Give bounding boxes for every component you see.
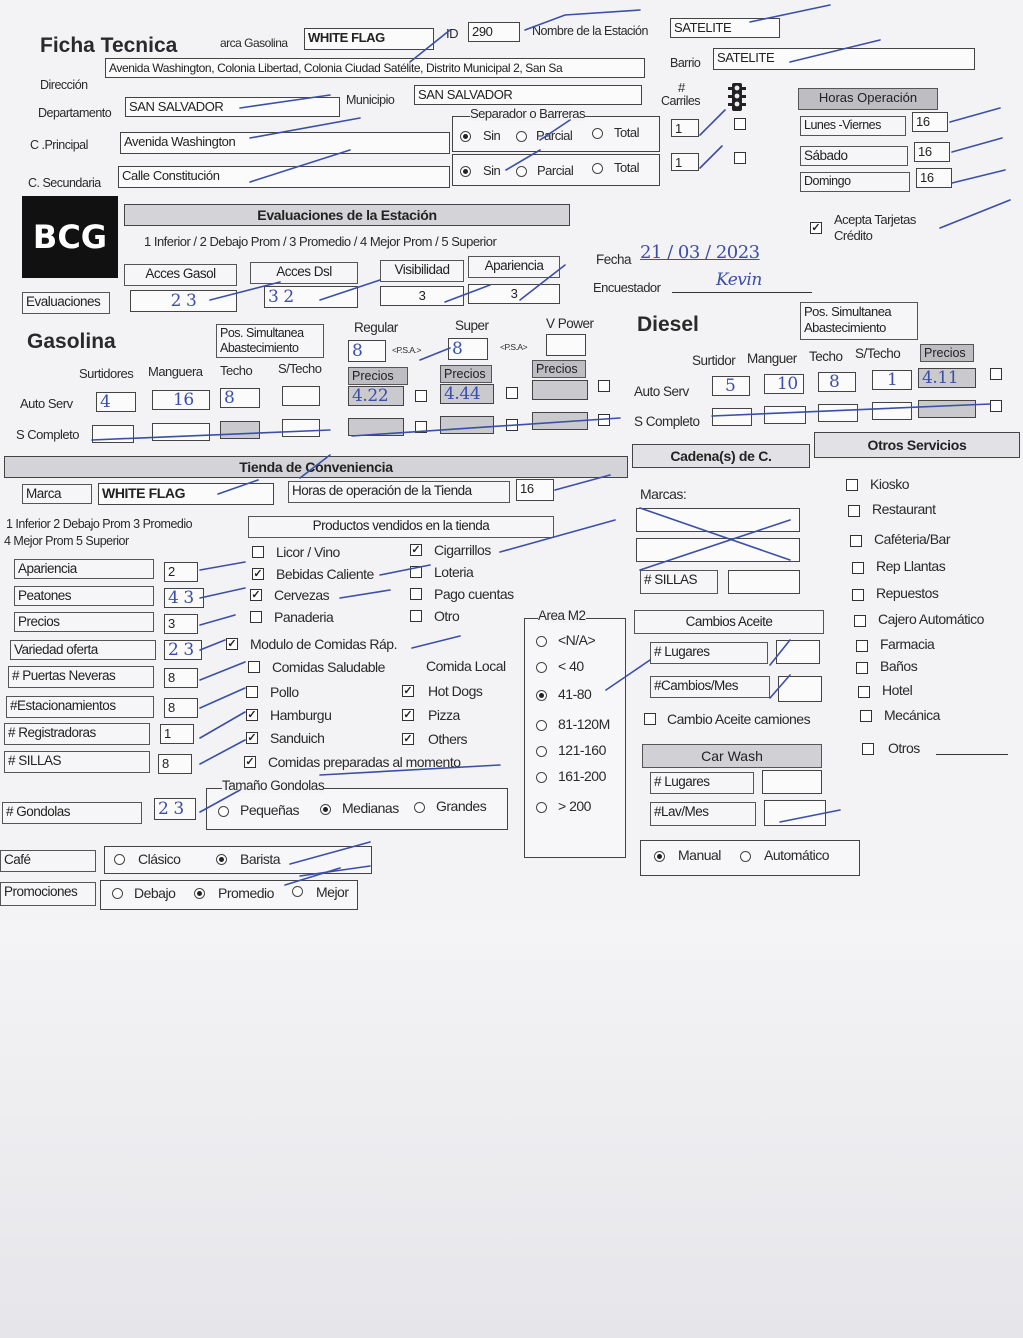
col-stecho: S/Techo xyxy=(278,361,322,376)
cigarrillos-label: Cigarrillos xyxy=(434,542,491,558)
gasolina-pos-box xyxy=(216,324,324,358)
cafeteria-checkbox[interactable] xyxy=(850,535,862,547)
area-gt200-label: > 200 xyxy=(558,798,591,814)
bcg-logo: BCG xyxy=(22,196,118,278)
municipio-label: Municipio xyxy=(346,93,395,107)
traffic-light-icon xyxy=(728,83,746,111)
metric-apariencia-value[interactable]: 2 xyxy=(164,562,198,582)
marca-gasolina-field[interactable]: WHITE FLAG xyxy=(304,28,434,50)
municipio-field[interactable]: SAN SALVADOR xyxy=(414,85,642,105)
cervezas-checkbox[interactable]: ✓ xyxy=(251,589,261,601)
automatico-label: Automático xyxy=(764,847,830,863)
visibilidad-field[interactable]: 3 xyxy=(380,286,464,306)
marca-label: arca Gasolina xyxy=(220,36,288,50)
vpower-field[interactable] xyxy=(546,334,586,356)
cadena-sillas-label: # SILLAS xyxy=(640,570,718,594)
gondolas-value[interactable]: 2 3 xyxy=(154,798,196,820)
diesel-sc-surtidor[interactable] xyxy=(712,408,752,426)
panaderia-checkbox[interactable] xyxy=(250,611,262,623)
lunes-viernes-label: Lunes -Viernes xyxy=(800,116,906,136)
col-techo: Techo xyxy=(220,363,253,378)
comidas-preparadas-checkbox[interactable]: ✓ xyxy=(245,756,255,768)
acces-dsl-label: Acces Dsl xyxy=(250,262,358,284)
gas-auto-manguera[interactable]: 16 xyxy=(152,390,210,410)
promociones-label: Promociones xyxy=(0,882,96,906)
calle-principal-field[interactable]: Avenida Washington xyxy=(120,132,450,154)
metric-peatones-label: Peatones xyxy=(14,586,154,606)
super-label: Super xyxy=(455,318,489,333)
loteria-label: Loteria xyxy=(434,564,474,580)
evaluaciones-title: Evaluaciones de la Estación xyxy=(124,204,570,226)
area-41-80-radio[interactable] xyxy=(536,690,547,701)
metric-variedad-value[interactable]: 2 3 xyxy=(164,640,202,660)
tienda-horas-field[interactable]: 16 xyxy=(516,479,554,501)
metric-variedad-label: Variedad oferta xyxy=(10,640,156,660)
encuestador-line xyxy=(672,292,812,293)
area-box xyxy=(524,618,626,858)
area-label: Area M2 xyxy=(538,608,586,623)
otros-label: Otros xyxy=(888,740,920,756)
gas-auto-regular-check[interactable] xyxy=(415,390,427,402)
carwash-title: Car Wash xyxy=(642,744,822,768)
sabado-label: Sábado xyxy=(800,146,908,166)
cambios-lugares-label: # Lugares xyxy=(650,642,768,664)
area-lt40-label: < 40 xyxy=(558,658,584,674)
barrio-field[interactable]: SATELITE xyxy=(713,48,975,70)
cajero-label: Cajero Automático xyxy=(878,611,984,627)
gas-auto-surtidores[interactable]: 4 xyxy=(96,392,136,412)
diesel-auto-manguera[interactable]: 10 xyxy=(764,374,804,394)
cafe-clasico-label: Clásico xyxy=(138,851,181,867)
diesel-scompleto-label: S Completo xyxy=(634,414,700,429)
metric-apariencia-label: Apariencia xyxy=(14,559,154,579)
kiosko-checkbox[interactable] xyxy=(846,479,858,491)
direccion-field[interactable]: Avenida Washington, Colonia Libertad, Colonia Ciudad Satélite, Distrito Municipal 2, San Sa xyxy=(105,58,645,78)
diesel-sc-check[interactable] xyxy=(990,400,1002,412)
encuestador-label: Encuestador xyxy=(593,280,661,295)
separador2-total-radio[interactable] xyxy=(592,163,603,174)
loteria-checkbox[interactable] xyxy=(410,566,422,578)
acepta-tarjetas-label: Acepta Tarjetas xyxy=(834,212,916,227)
gas-auto-techo[interactable]: 8 xyxy=(220,388,260,408)
metric-peatones-value[interactable]: 4 3 xyxy=(164,588,204,608)
otros-checkbox[interactable] xyxy=(862,743,874,755)
pago-cuentas-label: Pago cuentas xyxy=(434,586,514,602)
promo-debajo-label: Debajo xyxy=(134,885,176,901)
gas-sc-surtidores[interactable] xyxy=(92,425,134,443)
cambios-mes-field[interactable] xyxy=(778,676,822,702)
promo-mejor-label: Mejor xyxy=(316,884,349,900)
area-na-label: <N/A> xyxy=(558,632,596,648)
gasolina-pos-label-1: Pos. Simultanea xyxy=(220,326,304,340)
apariencia-field[interactable]: 3 xyxy=(468,284,560,304)
metric-puertas-value[interactable]: 8 xyxy=(164,668,198,688)
promo-debajo-radio[interactable] xyxy=(112,888,123,899)
licor-checkbox[interactable] xyxy=(252,546,264,558)
restaurant-label: Restaurant xyxy=(872,501,936,517)
repuestos-label: Repuestos xyxy=(876,585,939,601)
separador2-sin-label: Sin xyxy=(483,163,501,178)
metric-registradoras-label: # Registradoras xyxy=(4,723,150,745)
carriles-hash: # xyxy=(678,80,685,95)
promo-promedio-radio[interactable] xyxy=(194,888,205,899)
blank-area xyxy=(0,920,1023,1338)
diesel-auto-check[interactable] xyxy=(990,368,1002,380)
pizza-checkbox[interactable]: ✓ xyxy=(403,709,413,721)
form-title: Ficha Tecnica xyxy=(40,34,178,57)
metric-estacionamientos-label: #Estacionamientos xyxy=(6,696,154,718)
bebidas-caliente-label: Bebidas Caliente xyxy=(276,566,374,582)
diesel-sc-manguera[interactable] xyxy=(764,406,806,424)
gas-auto-stecho[interactable] xyxy=(282,386,320,406)
area-gt200-radio[interactable] xyxy=(536,802,547,813)
domingo-label: Domingo xyxy=(800,172,910,192)
acces-dsl-field[interactable]: 3 2 xyxy=(264,286,358,308)
lav-mes-label: #Lav/Mes xyxy=(650,802,756,826)
tamano-medianas-radio[interactable] xyxy=(320,804,331,815)
precios-regular-header: Precios xyxy=(348,367,408,385)
nombre-estacion-field[interactable]: SATELITE xyxy=(670,18,780,38)
psa-label-1: <P.S.A.> xyxy=(392,345,421,355)
calle-secundaria-field[interactable]: Calle Constitución xyxy=(118,166,450,188)
tamano-pequenas-radio[interactable] xyxy=(218,806,229,817)
pollo-checkbox[interactable] xyxy=(246,686,258,698)
separador1-parcial-label: Parcial xyxy=(536,128,573,143)
gas-sc-regular-check[interactable] xyxy=(415,421,427,433)
hamburgu-label: Hamburgu xyxy=(270,707,332,723)
gas-auto-precio-super[interactable]: 4.44 xyxy=(440,384,494,404)
gondolas-label: # Gondolas xyxy=(2,802,142,824)
diesel-auto-techo[interactable]: 8 xyxy=(818,372,856,392)
tienda-scale-2: 4 Mejor Prom 5 Superior xyxy=(4,534,129,548)
fecha-label: Fecha xyxy=(596,252,632,267)
precios-vpower-header: Precios xyxy=(532,360,586,378)
cambios-aceite-title: Cambios Aceite xyxy=(634,610,824,634)
comidas-saludable-checkbox[interactable] xyxy=(248,661,260,673)
fecha-value[interactable]: 21 / 03 / 2023 xyxy=(640,242,760,263)
panaderia-label: Panaderia xyxy=(274,609,334,625)
carriles-field-2[interactable]: 1 xyxy=(671,153,699,171)
id-label: ID xyxy=(446,26,458,41)
sanduich-label: Sanduich xyxy=(270,730,325,746)
otro-checkbox[interactable] xyxy=(410,610,422,622)
metric-precios-value[interactable]: 3 xyxy=(164,614,198,634)
banos-checkbox[interactable] xyxy=(856,662,868,674)
carwash-lugares-label: # Lugares xyxy=(650,772,754,794)
carriles-check-1[interactable] xyxy=(734,118,746,130)
lunes-viernes-field[interactable]: 16 xyxy=(912,112,948,132)
evaluaciones-row-label: Evaluaciones xyxy=(22,292,110,314)
area-41-80-label: 41-80 xyxy=(558,686,592,702)
hotel-checkbox[interactable] xyxy=(858,686,870,698)
separador1-parcial-radio[interactable] xyxy=(516,131,527,142)
acces-gasol-label: Acces Gasol xyxy=(124,264,237,286)
diesel-col-manguer: Manguer xyxy=(747,351,797,366)
separador2-parcial-radio[interactable] xyxy=(516,166,527,177)
diesel-pos-box xyxy=(800,302,918,340)
diesel-pos-label-1: Pos. Simultanea xyxy=(804,304,892,319)
metric-precios-label: Precios xyxy=(14,612,154,632)
gas-sc-vpower-check[interactable] xyxy=(598,414,610,426)
pizza-label: Pizza xyxy=(428,707,460,723)
area-81-120-label: 81-120M xyxy=(558,716,610,732)
farmacia-label: Farmacia xyxy=(880,636,935,652)
separador1-sin-radio[interactable] xyxy=(460,131,471,142)
carriles-check-2[interactable] xyxy=(734,152,746,164)
separador-label: Separador o Barreras xyxy=(470,106,586,121)
gas-sc-techo[interactable] xyxy=(220,421,260,439)
pago-cuentas-checkbox[interactable] xyxy=(410,588,422,600)
pollo-label: Pollo xyxy=(270,684,299,700)
separador1-total-radio[interactable] xyxy=(592,128,603,139)
tamano-grandes-label: Grandes xyxy=(436,798,487,814)
gas-auto-precio-vpower[interactable] xyxy=(532,380,588,400)
manual-label: Manual xyxy=(678,847,721,863)
modulo-comidas-label: Modulo de Comidas Ráp. xyxy=(250,636,397,652)
rep-llantas-checkbox[interactable] xyxy=(852,562,864,574)
area-na-radio[interactable] xyxy=(536,636,547,647)
cadena-sillas-field[interactable] xyxy=(728,570,800,594)
carriles-field-1[interactable]: 1 xyxy=(671,119,699,137)
tienda-horas-label: Horas de operación de la Tienda xyxy=(288,481,510,503)
rep-llantas-label: Rep Llantas xyxy=(876,558,946,574)
diesel-sc-techo[interactable] xyxy=(818,404,858,422)
gas-scompleto-label: S Completo xyxy=(16,427,79,442)
diesel-autoserv-label: Auto Serv xyxy=(634,384,689,399)
kiosko-label: Kiosko xyxy=(870,476,910,492)
comidas-preparadas-label: Comidas preparadas al momento xyxy=(268,754,461,770)
acepta-tarjetas-checkbox[interactable]: ✓ xyxy=(811,222,821,234)
nombre-estacion-label: Nombre de la Estación xyxy=(532,24,648,38)
mecanica-checkbox[interactable] xyxy=(860,710,872,722)
mecanica-label: Mecánica xyxy=(884,707,940,723)
cigarrillos-checkbox[interactable]: ✓ xyxy=(411,544,421,556)
gas-auto-precio-regular[interactable]: 4.22 xyxy=(348,386,404,406)
horas-operacion-title: Horas Operación xyxy=(798,88,938,110)
promo-promedio-label: Promedio xyxy=(218,885,274,901)
cadenas-title: Cadena(s) de C. xyxy=(632,444,810,468)
gas-sc-precio-regular[interactable] xyxy=(348,418,404,436)
cafe-barista-radio[interactable] xyxy=(216,854,227,865)
camiones-checkbox[interactable] xyxy=(644,713,656,725)
separador1-total-label: Total xyxy=(614,125,639,140)
separador2-parcial-label: Parcial xyxy=(537,163,574,178)
modulo-comidas-checkbox[interactable]: ✓ xyxy=(227,638,237,650)
others-label: Others xyxy=(428,731,468,747)
vpower-label: V Power xyxy=(546,316,594,331)
regular-field[interactable]: 8 xyxy=(348,340,386,362)
barrio-label: Barrio xyxy=(670,56,701,70)
cajero-checkbox[interactable] xyxy=(854,615,866,627)
visibilidad-label: Visibilidad xyxy=(380,260,464,282)
carriles-label: Carriles xyxy=(661,94,701,108)
gas-sc-manguera[interactable] xyxy=(152,423,210,441)
calle-secundaria-label: C. Secundaria xyxy=(28,176,101,190)
tienda-marca-field[interactable]: WHITE FLAG xyxy=(98,483,274,505)
evaluaciones-scale: 1 Inferior / 2 Debajo Prom / 3 Promedio / 4 Mejor Prom / 5 Superior xyxy=(144,234,497,249)
metric-sillas-value[interactable]: 8 xyxy=(158,754,192,774)
cafe-barista-label: Barista xyxy=(240,851,281,867)
metric-estacionamientos-value[interactable]: 8 xyxy=(164,698,198,718)
col-manguera: Manguera xyxy=(148,364,203,379)
gas-sc-precio-vpower[interactable] xyxy=(532,412,588,430)
sabado-field[interactable]: 16 xyxy=(914,142,950,162)
hotel-label: Hotel xyxy=(882,682,913,698)
comida-local-label: Comida Local xyxy=(426,658,506,674)
cervezas-label: Cervezas xyxy=(274,587,330,603)
cafeteria-label: Caféteria/Bar xyxy=(874,531,950,547)
area-161-200-radio[interactable] xyxy=(536,772,547,783)
acepta-credito-label: Crédito xyxy=(834,228,873,243)
gas-sc-precio-super[interactable] xyxy=(440,416,494,434)
otros-line xyxy=(936,754,1008,755)
diesel-col-surtidor: Surtidor xyxy=(692,353,736,368)
tamano-medianas-label: Medianas xyxy=(342,800,399,816)
gas-auto-super-check[interactable] xyxy=(506,387,518,399)
gas-autoserv-label: Auto Serv xyxy=(20,396,73,411)
cafe-clasico-radio[interactable] xyxy=(114,854,125,865)
area-121-160-label: 121-160 xyxy=(558,742,606,758)
area-81-120-radio[interactable] xyxy=(536,720,547,731)
repuestos-checkbox[interactable] xyxy=(852,589,864,601)
diesel-sc-stecho[interactable] xyxy=(872,402,912,420)
marca-field-2[interactable] xyxy=(636,538,800,562)
regular-label: Regular xyxy=(354,320,398,335)
separador2-total-label: Total xyxy=(614,160,639,175)
sanduich-checkbox[interactable]: ✓ xyxy=(247,732,257,744)
bebidas-caliente-checkbox[interactable]: ✓ xyxy=(253,568,263,580)
departamento-label: Departamento xyxy=(38,106,112,120)
diesel-pos-label-2: Abastecimiento xyxy=(804,320,886,335)
metric-sillas-label: # SILLAS xyxy=(4,751,150,773)
restaurant-checkbox[interactable] xyxy=(848,505,860,517)
diesel-sc-precio[interactable] xyxy=(918,400,976,418)
gasolina-title: Gasolina xyxy=(27,330,116,353)
diesel-title: Diesel xyxy=(637,313,699,336)
col-surtidores: Surtidores xyxy=(79,366,134,381)
tienda-scale-1: 1 Inferior 2 Debajo Prom 3 Promedio xyxy=(6,517,193,531)
hot-dogs-label: Hot Dogs xyxy=(428,683,483,699)
diesel-auto-precio[interactable]: 4.11 xyxy=(918,368,976,388)
area-lt40-radio[interactable] xyxy=(536,662,547,673)
marca-field-1[interactable] xyxy=(636,508,800,532)
cambios-lugares-field[interactable] xyxy=(776,640,820,664)
comidas-saludable-label: Comidas Saludable xyxy=(272,659,385,675)
farmacia-checkbox[interactable] xyxy=(856,640,868,652)
separador2-sin-radio[interactable] xyxy=(460,166,471,177)
camiones-label: Cambio Aceite camiones xyxy=(667,711,811,727)
cambios-mes-label: #Cambios/Mes xyxy=(650,676,770,698)
promo-mejor-radio[interactable] xyxy=(292,886,303,897)
carwash-lugares-field[interactable] xyxy=(762,770,822,794)
departamento-field[interactable]: SAN SALVADOR xyxy=(125,97,340,117)
tienda-marca-label: Marca xyxy=(22,484,92,504)
tamano-pequenas-label: Pequeñas xyxy=(240,802,300,818)
gas-sc-stecho[interactable] xyxy=(282,419,320,437)
diesel-auto-stecho[interactable]: 1 xyxy=(872,370,912,390)
diesel-auto-surtidor[interactable]: 5 xyxy=(712,376,750,396)
tienda-title: Tienda de Conveniencia xyxy=(4,456,628,478)
direccion-label: Dirección xyxy=(40,78,88,92)
acces-gasol-field[interactable]: 2 3 xyxy=(130,290,237,312)
otro-label: Otro xyxy=(434,608,460,624)
domingo-field[interactable]: 16 xyxy=(916,168,952,188)
metric-puertas-label: # Puertas Neveras xyxy=(8,666,154,688)
area-121-160-radio[interactable] xyxy=(536,746,547,757)
id-field[interactable]: 290 xyxy=(468,22,520,42)
psa-label-2: <P.S.A> xyxy=(500,342,528,352)
gas-auto-vpower-check[interactable] xyxy=(598,380,610,392)
hot-dogs-checkbox[interactable]: ✓ xyxy=(403,685,413,697)
otros-servicios-title: Otros Servicios xyxy=(814,432,1020,458)
tamano-label: Tamaño Gondolas xyxy=(222,778,325,793)
manual-radio[interactable] xyxy=(654,851,665,862)
cafe-label: Café xyxy=(0,850,96,872)
diesel-col-techo: Techo xyxy=(809,349,843,364)
hamburgu-checkbox[interactable]: ✓ xyxy=(247,709,257,721)
productos-title: Productos vendidos en la tienda xyxy=(248,516,554,538)
precios-super-header: Precios xyxy=(440,365,492,383)
tamano-grandes-radio[interactable] xyxy=(414,802,425,813)
calle-principal-label: C .Principal xyxy=(30,138,88,152)
diesel-col-stecho: S/Techo xyxy=(855,346,901,361)
diesel-col-precios: Precios xyxy=(920,344,974,362)
others-checkbox[interactable]: ✓ xyxy=(403,733,413,745)
marcas-label: Marcas: xyxy=(640,486,687,502)
lav-mes-field[interactable] xyxy=(764,800,826,826)
gasolina-pos-label-2: Abastecimiento xyxy=(220,341,299,355)
separador1-sin-label: Sin xyxy=(483,128,501,143)
super-field[interactable]: 8 xyxy=(448,338,488,360)
licor-label: Licor / Vino xyxy=(276,544,340,560)
metric-registradoras-value[interactable]: 1 xyxy=(160,724,194,744)
area-161-200-label: 161-200 xyxy=(558,768,606,784)
apariencia-label: Apariencia xyxy=(468,256,560,278)
gas-sc-super-check[interactable] xyxy=(506,419,518,431)
banos-label: Baños xyxy=(880,658,918,674)
encuestador-value[interactable]: Kevin xyxy=(716,270,762,290)
automatico-radio[interactable] xyxy=(740,851,751,862)
